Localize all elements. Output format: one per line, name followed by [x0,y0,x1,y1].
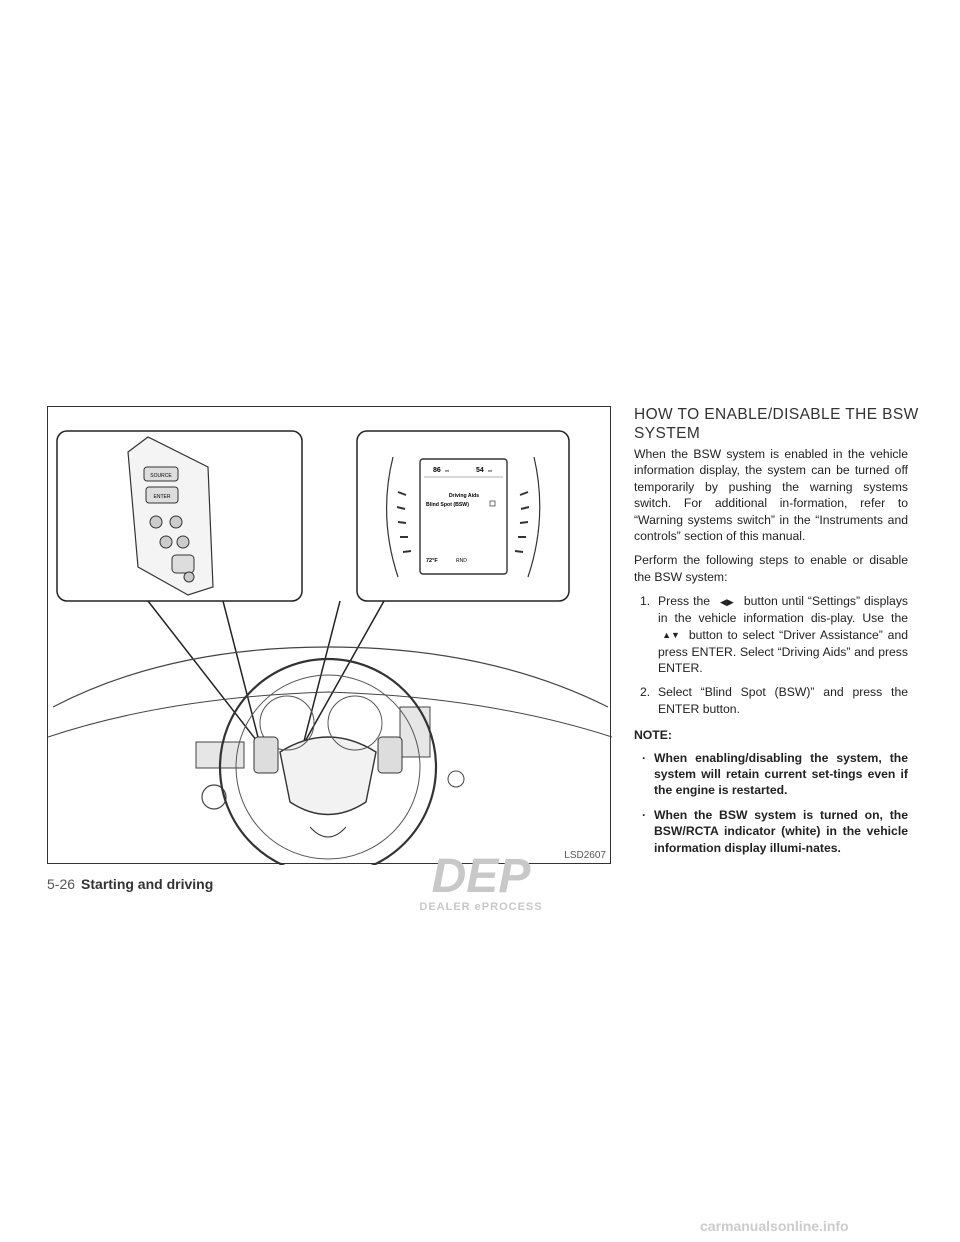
steps-intro: Perform the following steps to enable or disable the BSW system: [634,553,908,584]
svg-text:72°F: 72°F [426,558,438,564]
left-right-arrow-icon: ◀▶ [720,596,734,607]
svg-text:RND: RND [456,558,467,564]
svg-text:Blind Spot (BSW): Blind Spot (BSW) [426,502,469,508]
svg-text:86: 86 [433,467,441,474]
svg-text:Driving Aids: Driving Aids [448,493,480,499]
section-heading: HOW TO ENABLE/DISABLE THE BSW SYSTEM [634,406,919,442]
intro-paragraph: When the BSW system is enabled in the vehicle information display, the system can be turned off temporarily by pushing the warning systems switch. For additional in-formation, refer to “Warning systems switch” in the “Instruments and controls” section of this manual. [634,447,908,544]
page-footer [47,876,213,892]
svg-text:SOURCE: SOURCE [150,473,172,479]
svg-text:mi: mi [445,468,450,473]
svg-text:mi: mi [488,468,493,473]
steps-list [634,593,908,717]
svg-text:DEP: DEP [431,850,531,903]
step-item: 2. Select “Blind Spot (BSW)” and press the ENTER button. [640,685,908,716]
section-name: Starting and driving [81,876,214,892]
note-heading: NOTE: [634,728,672,743]
vehicle-info-display [420,459,507,574]
svg-text:DEALER ePROCESS: DEALER ePROCESS [419,901,543,913]
dep-watermark-logo [396,848,566,914]
svg-text:54: 54 [476,467,484,474]
svg-text:ENTER: ENTER [153,494,171,500]
illustration-figure [47,406,611,864]
notes-list [634,750,908,856]
site-watermark: carmanualsonline.info [700,1218,849,1234]
steering-wheel-illustration [48,407,612,865]
figure-code: LSD2607 [564,850,606,861]
note-item: · When enabling/disabling the system, the system will retain current set-tings even if the engine is restarted. [642,750,908,798]
up-down-arrow-icon: ▲▼ [662,630,680,641]
step-item: 1. Press the ◀▶ button until “Settings” displays in the vehicle information dis-play. Use the ▲▼ button to select “Driver Assistance” and press ENTER. Select “Driving Aids” and press ENTER. [640,594,909,676]
text-column [634,446,908,864]
note-item: · When the BSW system is turned on, the BSW/RCTA indicator (white) in the vehicle information display illumi-nates. [642,807,908,855]
page-number: 5-26 [47,876,76,892]
